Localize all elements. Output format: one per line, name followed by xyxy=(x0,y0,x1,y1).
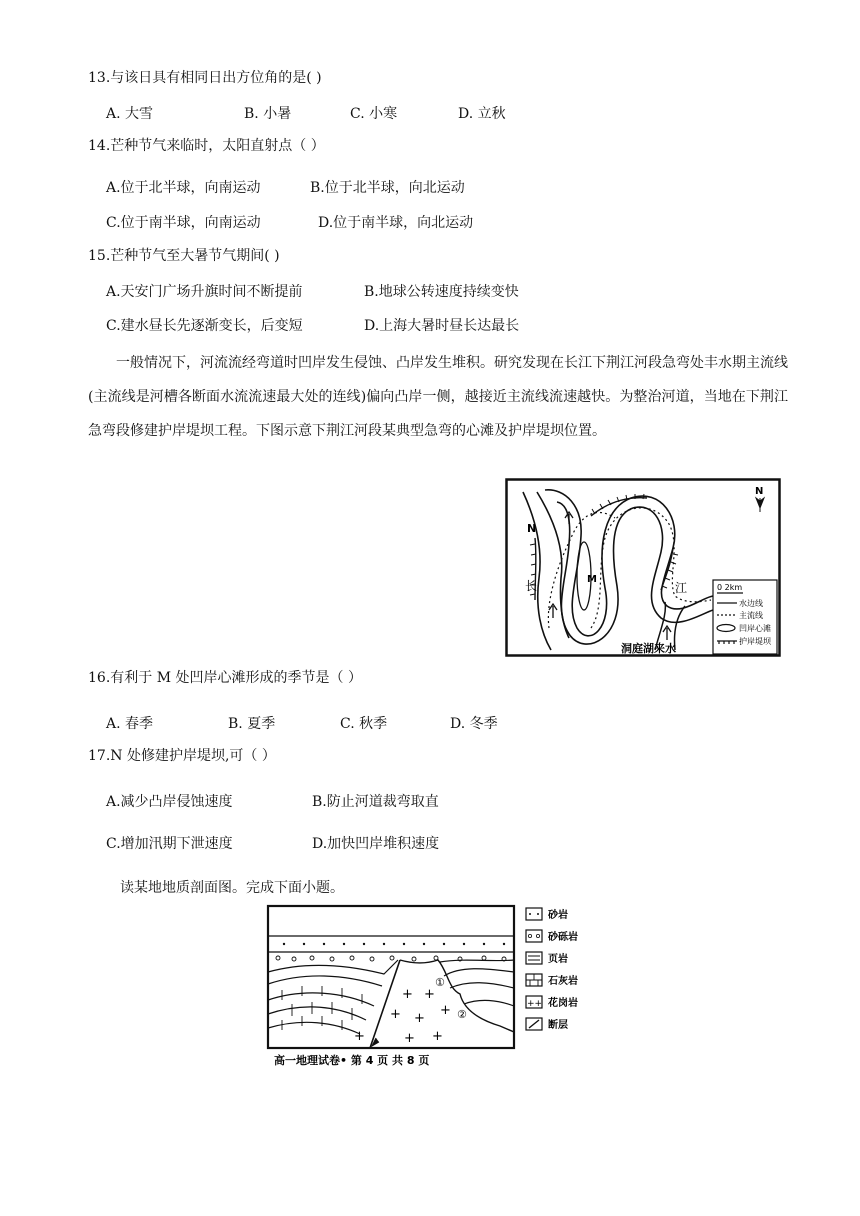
section-frame xyxy=(268,906,514,1048)
q15-option-c: C.建水昼长先逐渐变长，后变短 xyxy=(106,318,303,334)
svg-text:+: + xyxy=(440,1003,451,1018)
legend-bar: 凹岸心滩 xyxy=(739,624,771,633)
q14-stem: 14.芒种节气来临时，太阳直射点（ ） xyxy=(88,138,325,154)
svg-text:+: + xyxy=(390,1007,401,1022)
legend-sandstone: 砂岩 xyxy=(548,910,568,921)
river-bend-map xyxy=(505,478,781,658)
legend-granite: 花岗岩 xyxy=(548,998,578,1009)
q15-stem: 15.芒种节气至大暑节气期间( ) xyxy=(88,248,280,264)
q16-option-d: D. 冬季 xyxy=(450,716,498,732)
legend-shale-icon xyxy=(526,952,542,964)
svg-text:+: + xyxy=(354,1029,365,1044)
passage-geology: 读某地地质剖面图。完成下面小题。 xyxy=(120,880,344,896)
q15-option-d: D.上海大暑时昼长达最长 xyxy=(364,318,520,334)
legend-fault: 断层 xyxy=(548,1020,568,1031)
svg-text:+: + xyxy=(414,1011,425,1026)
legend-conglomerate: 砂砾岩 xyxy=(548,932,578,943)
q16-option-b: B. 夏季 xyxy=(228,716,276,732)
svg-text:+: + xyxy=(404,1031,415,1046)
svg-text:+: + xyxy=(402,987,413,1002)
legend-water-edge: 水边线 xyxy=(739,599,763,608)
q14-option-b: B.位于北半球，向北运动 xyxy=(310,180,465,196)
svg-text:++: ++ xyxy=(527,999,543,1009)
inflow-label: 洞庭湖来水 xyxy=(621,642,676,655)
q17-option-d: D.加快凹岸堆积速度 xyxy=(312,836,440,852)
q14-option-c: C.位于南半球，向南运动 xyxy=(106,215,261,231)
q16-option-a: A. 春季 xyxy=(106,716,154,732)
q17-option-c: C.增加汛期下泄速度 xyxy=(106,836,233,852)
q13-option-c: C. 小寒 xyxy=(350,106,398,122)
q15-option-b: B.地球公转速度持续变快 xyxy=(364,284,519,300)
q16-option-c: C. 秋季 xyxy=(340,716,388,732)
page-footer: 高一地理试卷• 第 4 页 共 8 页 xyxy=(274,1054,430,1067)
marker-1: ① xyxy=(435,976,445,989)
legend-main-flow: 主流线 xyxy=(739,611,763,620)
svg-text:+: + xyxy=(432,1029,443,1044)
q15-option-a: A.天安门广场升旗时间不断提前 xyxy=(106,284,303,300)
q16-stem: 16.有利于 M 处凹岸心滩形成的季节是（ ） xyxy=(88,670,362,686)
legend-shale: 页岩 xyxy=(548,954,568,965)
marker-2: ② xyxy=(457,1008,467,1021)
geo-legend xyxy=(526,908,578,1031)
q17-stem: 17.N 处修建护岸堤坝,可（ ） xyxy=(88,748,276,764)
q17-option-a: A.减少凸岸侵蚀速度 xyxy=(106,794,233,810)
q14-option-d: D.位于南半球，向北运动 xyxy=(318,215,474,231)
label-n: N xyxy=(527,522,537,535)
river-char-jiang: 江 xyxy=(675,581,688,595)
river-char-chang: 长 xyxy=(525,579,538,593)
svg-text:+: + xyxy=(424,987,435,1002)
geological-section xyxy=(264,902,604,1070)
legend-limestone: 石灰岩 xyxy=(548,976,578,987)
q13-option-a: A. 大雪 xyxy=(106,106,154,122)
legend-dike: 护岸堤坝 xyxy=(739,637,771,646)
q13-stem: 13.与该日具有相同日出方位角的是( ) xyxy=(88,70,322,86)
q14-option-a: A.位于北半球，向南运动 xyxy=(106,180,261,196)
q17-option-b: B.防止河道裁弯取直 xyxy=(312,794,439,810)
q13-option-d: D. 立秋 xyxy=(458,106,506,122)
label-m: M xyxy=(587,574,597,585)
passage-river: 一般情况下，河流流经弯道时凹岸发生侵蚀、凸岸发生堆积。研究发现在长江下荆江河段急弯处丰水期主流线(主流线是河槽各断面水流流速最大处的连线)偏向凸岸一侧，越接近主流线流速越快。为整治河道，当地在下荆江急弯段修建护岸堤坝工程。下图示意下荆江河段某典型急弯的心滩及护岸堤坝位置。 xyxy=(88,355,788,439)
map-scale-label: 0 2km xyxy=(717,583,743,592)
north-label: N xyxy=(755,486,764,497)
q13-option-b: B. 小暑 xyxy=(244,106,292,122)
legend-sandstone-icon xyxy=(526,908,542,920)
